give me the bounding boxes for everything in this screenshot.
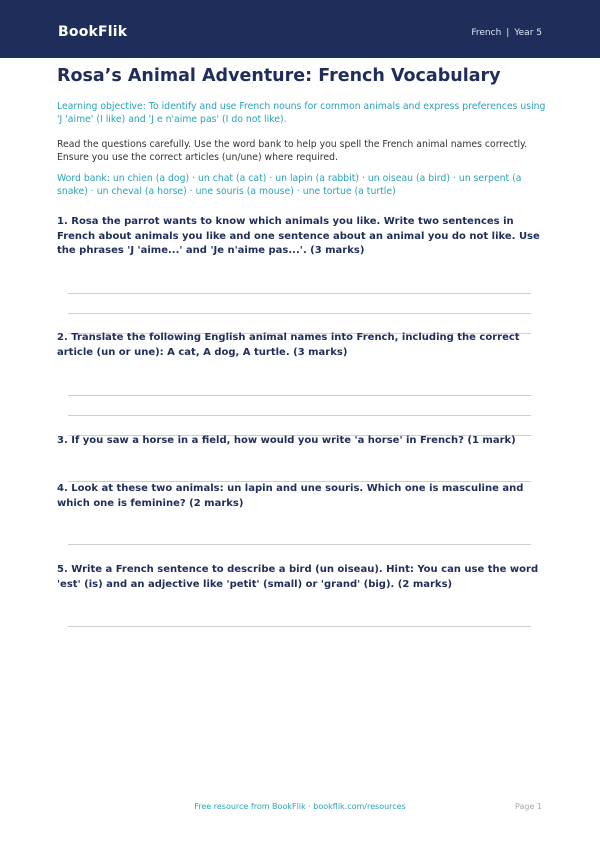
answer-line[interactable]	[68, 395, 531, 396]
brand-logo: BookFlik	[58, 24, 128, 40]
instructions: Read the questions carefully. Use the word bank to help you spell the French animal names correctly. Ensure you use the correct articles (un/une) where required.	[57, 139, 528, 163]
subject-year-label	[471, 28, 542, 38]
footer-credit: Free resource from BookFlik · bookflik.com/resources	[194, 802, 406, 811]
answer-line[interactable]	[68, 313, 531, 314]
answer-line[interactable]	[68, 544, 531, 545]
question-3: 3. If you saw a horse in a field, how would you write 'a horse' in French? (1 mark)	[57, 435, 516, 446]
word-bank: Word bank: un chien (a dog) · un chat (a cat) · un lapin (a rabbit) · un oiseau (a bird) · un serpent (a snake) · un cheval (a horse) · une souris (a mouse) · une tortue (a turtle)	[57, 173, 522, 197]
header-bar	[0, 0, 600, 58]
learning-objective: Learning objective: To identify and use French nouns for common animals and express preferences using 'J 'aime' (I like) and 'J e n'aime pas' (I do not like).	[57, 101, 546, 125]
year-label: Year 5	[514, 28, 542, 38]
question-4: 4. Look at these two animals: un lapin and une souris. Which one is masculine and which one is feminine? (2 marks)	[57, 483, 524, 509]
answer-line[interactable]	[68, 415, 531, 416]
subject-label: French	[471, 28, 502, 38]
question-1: 1. Rosa the parrot wants to know which animals you like. Write two sentences in French about animals you like and one sentence about an animal you do not like. Use the phrases 'J 'aime...' and 'Je n'aime pas...'. (3 marks)	[57, 216, 540, 256]
page-number: Page 1	[515, 802, 542, 811]
page-title: Rosa’s Animal Adventure: French Vocabulary	[57, 66, 501, 86]
question-2: 2. Translate the following English animal names into French, including the correct article (un or une): A cat, A dog, A turtle. (3 marks)	[57, 332, 520, 358]
question-5: 5. Write a French sentence to describe a bird (un oiseau). Hint: You can use the word 'est' (is) and an adjective like 'petit' (small) or 'grand' (big). (2 marks)	[57, 564, 539, 590]
answer-line[interactable]	[68, 626, 531, 627]
meta-separator: |	[506, 28, 510, 38]
answer-line[interactable]	[68, 293, 531, 294]
